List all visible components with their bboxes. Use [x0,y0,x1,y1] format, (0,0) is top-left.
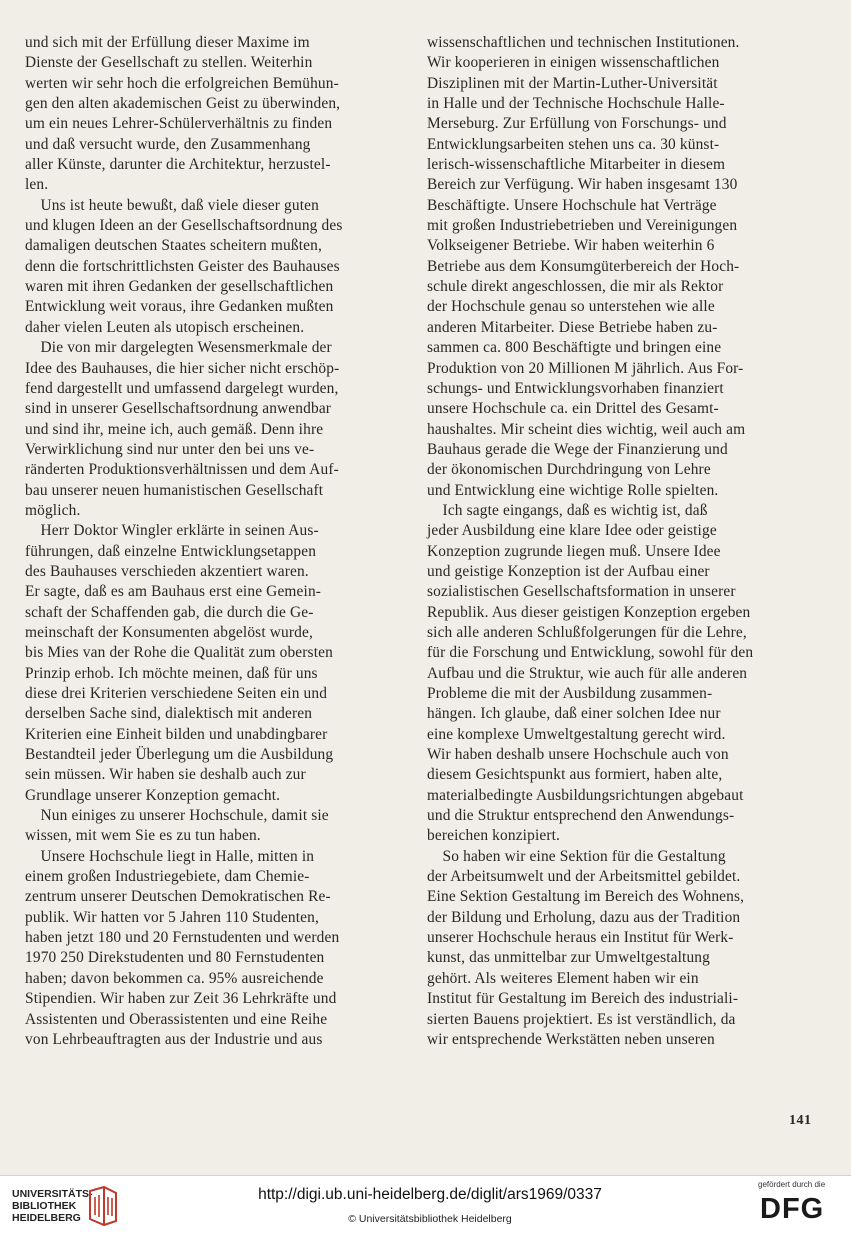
paragraph: Unsere Hochschule liegt in Halle, mitten in einem großen Industriegebiete, dam Chemie- zentrum unserer Deutschen Demokratischen Re- publik. Wir hatten vor 5 Jahren 110 Studenten, haben jetzt 180 und 20 Fernstudenten und werden 1970 250 Direkstudenten und 80 Fernstudenten haben; davon bekommen ca. 95% ausreichende Stipendien. Wir haben zur Zeit 36 Lehrkräfte und Assistenten und Oberassistenten und eine Reihe von Lehrbeauftragten aus der Industrie und aus [25,847,340,1048]
page-number: 141 [789,1113,812,1128]
left-text-column [25,33,411,1050]
copyright-notice: © Universitätsbibliothek Heidelberg [348,1213,512,1225]
right-text-column [427,33,812,1050]
paragraph: Nun einiges zu unserer Hochschule, damit sie wissen, mit wem Sie es zu tun haben. [25,807,329,845]
paragraph: So haben wir eine Sektion für die Gestaltung der Arbeitsumwelt und der Arbeitsmittel gebildet. Eine Sektion Gestaltung im Bereich des Wohnens, der Bildung und Erholung, dazu aus der Tradition unserer Hochschule heraus ein Institut für Werk- kunst, das unmittelbar zur Umweltgestaltung gehört. Als weiteres Element haben wir ein Institut für Gestaltung im Bereich des industriali- sierten Bauens projektiert. Es ist verständlich, da wir entsprechende Werkstätten neben unseren [427,847,745,1048]
footer-bar [0,1175,851,1236]
digital-object-link[interactable]: http://digi.ub.uni-heidelberg.de/diglit/ars1969/0337 [258,1186,602,1203]
university-library-logo-icon[interactable] [86,1185,120,1227]
paragraph: Die von mir dargelegten Wesensmerkmale der Idee des Bauhauses, die hier sicher nicht erschöp- fend dargestellt und umfassend dargelegt wurden, sind in unserer Gesellschaftsordnung anwendbar und sind ihr, meine ich, auch gemäß. Denn ihre Verwirklichung sind nur unter den bei uns ve- ränderten Produktionsverhältnissen und dem Auf- bau unserer neuen humanistischen Gesellschaft möglich. [25,339,340,519]
paragraph: wissenschaftlichen und technischen Institutionen. Wir kooperieren in einigen wissenschaftlichen Disziplinen mit der Martin-Luther-Universität in Halle und der Technische Hochschule Halle- Merseburg. Zur Erfüllung von Forschungs- und Entwicklungsarbeiten stehen uns ca. 30 künst- lerisch-wissenschaftliche Mitarbeiter in diesem Bereich zur Verfügung. Wir haben insgesamt 130 Beschäftigte. Unsere Hochschule hat Verträge mit großen Industriebetrieben und Vereinigungen Volkseigener Betriebe. Wir haben weiterhin 6 Betriebe aus dem Konsumgüterbereich der Hoch- schule direkt angeschlossen, die mir als Rektor der Hochschule genau so unterstehen wie alle anderen Mitarbeiter. Diese Betriebe haben zu- sammen ca. 800 Beschäftigte und bringen eine Produktion von 20 Millionen M jährlich. Aus For- schungs- und Entwicklungsvorhaben finanziert unsere Hochschule ca. ein Drittel des Gesamt- haushaltes. Mir scheint dies wichtig, weil auch am Bauhaus gerade die Wege der Finanzierung und der ökonomischen Durchdringung von Lehre und Entwicklung eine wichtige Rolle spielten. [427,34,746,499]
paragraph: und sich mit der Erfüllung dieser Maxime im Dienste der Gesellschaft zu stellen. Weiterhin werten wir sehr hoch die erfolgreichen Bemühun- gen den alten akademischen Geist zu überwinden, um ein neues Lehrer-Schülerverhältnis zu finden und daß versucht wurde, den Zusammenhang aller Künste, darunter die Architektur, herzustel- len. [25,34,341,194]
sponsor-caption: gefördert durch die [758,1180,826,1189]
paragraph: Herr Doktor Wingler erklärte in seinen Aus- führungen, daß einzelne Entwicklungsetappen des Bauhauses verschieden akzentiert waren. Er sagte, daß es am Bauhaus erst eine Gemein- schaft der Schaffenden gab, die durch die Ge- meinschaft der Konsumenten abgelöst wurde, bis Mies van der Rohe die Qualität zum obersten Prinzip erhob. Ich möchte meinen, daß für uns diese drei Kriterien verschiedene Seiten ein und derselben Sache sind, dialektisch mit anderen Kriterien eine Einheit bilden und unabdingbarer Bestandteil jeder Überlegung um die Ausbildung sein müssen. Wir haben sie deshalb auch zur Grundlage unserer Konzeption gemacht. [25,522,334,804]
library-name[interactable]: UNIVERSITÄTS- BIBLIOTHEK HEIDELBERG [12,1188,93,1224]
paragraph: Uns ist heute bewußt, daß viele dieser guten und klugen Ideen an der Gesellschaftsordnung des damaligen deutschen Staates scheitern mußten, denn die fortschrittlichsten Geister des Bauhauses waren mit ihren Gedanken der gesellschaftlichen Entwicklung weit voraus, ihre Gedanken mußten daher vielen Leuten als utopisch erscheinen. [25,196,343,336]
dfg-logo[interactable]: DFG [760,1193,825,1225]
paragraph: Ich sagte eingangs, daß es wichtig ist, daß jeder Ausbildung eine klare Idee oder geistige Konzeption zugrunde liegen muß. Unsere Idee und geistige Konzeption ist der Aufbau einer sozialistischen Gesellschaftsformation in unserer Republik. Aus dieser geistigen Konzeption ergeben sich alle anderen Schlußfolgerungen für die Lehre, für die Forschung und Entwicklung, sowohl für den Aufbau und die Struktur, wie auch für alle anderen Probleme die mit der Ausbildung zusammen- hängen. Ich glaube, daß einer solchen Idee nur eine komplexe Umweltgestaltung gerecht wird. Wir haben deshalb unsere Hochschule auch von diesem Gesichtspunkt aus formiert, haben alte, materialbedingte Ausbildungsrichtungen abgebaut und die Struktur entsprechend den Anwendungs- bereichen konzipiert. [427,501,754,845]
